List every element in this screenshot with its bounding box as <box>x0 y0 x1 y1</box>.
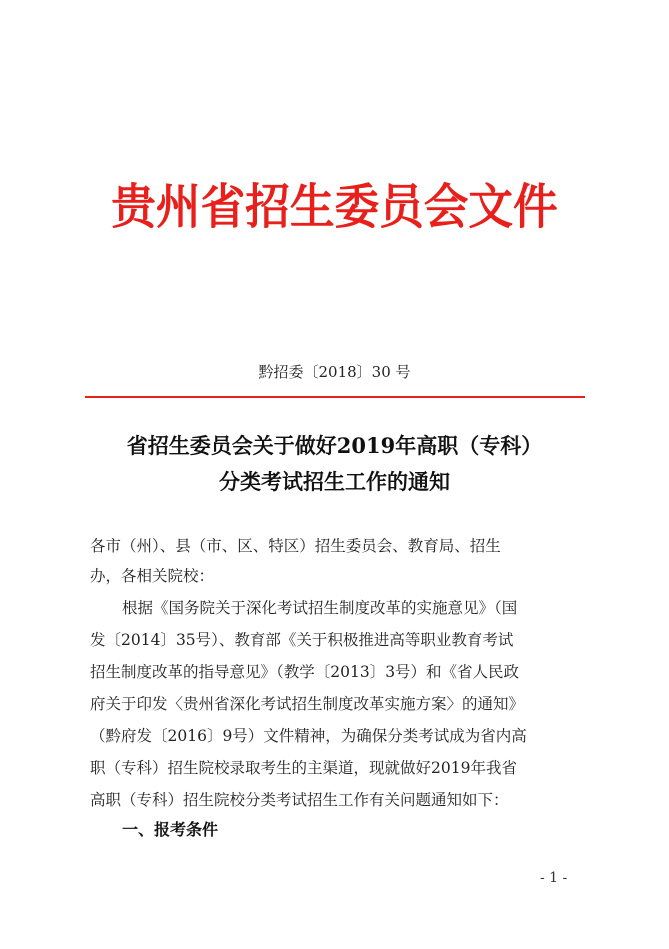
addressee-line-1: 各市（州）、县（市、区、特区）招生委员会、教育局、招生 <box>90 537 501 555</box>
body-line-1: 根据《国务院关于深化考试招生制度改革的实施意见》（国 <box>122 599 518 617</box>
body-line-6: 职（专科）招生院校录取考生的主渠道，现就做好2019年我省 <box>90 759 517 777</box>
red-divider-line <box>85 396 585 398</box>
body-line-2: 发〔2014〕35号）、教育部《关于积极推进高等职业教育考试 <box>90 631 514 649</box>
notice-title-line-1: 省招生委员会关于做好2019年高职（专科） <box>126 433 543 458</box>
section-heading-application-requirements: 一、报考条件 <box>122 820 219 839</box>
body-line-4: 府关于印发〈贵州省深化考试招生制度改革实施方案〉的通知》 <box>90 695 525 713</box>
document-header-title: 贵州省招生委员会文件 <box>111 179 558 235</box>
page-number: - 1 - <box>540 870 568 886</box>
notice-title-line-2: 分类考试招生工作的通知 <box>219 469 450 494</box>
body-line-5: （黔府发〔2016〕9号）文件精神，为确保分类考试成为省内高 <box>90 727 527 745</box>
body-line-7: 高职（专科）招生院校分类考试招生工作有关问题通知如下： <box>90 791 509 809</box>
body-line-3: 招生制度改革的指导意见》（教学〔2013〕3号）和《省人民政 <box>90 663 520 681</box>
document-number: 黔招委〔2018〕30 号 <box>258 363 411 381</box>
addressee-line-2: 办，各相关院校： <box>90 567 215 585</box>
